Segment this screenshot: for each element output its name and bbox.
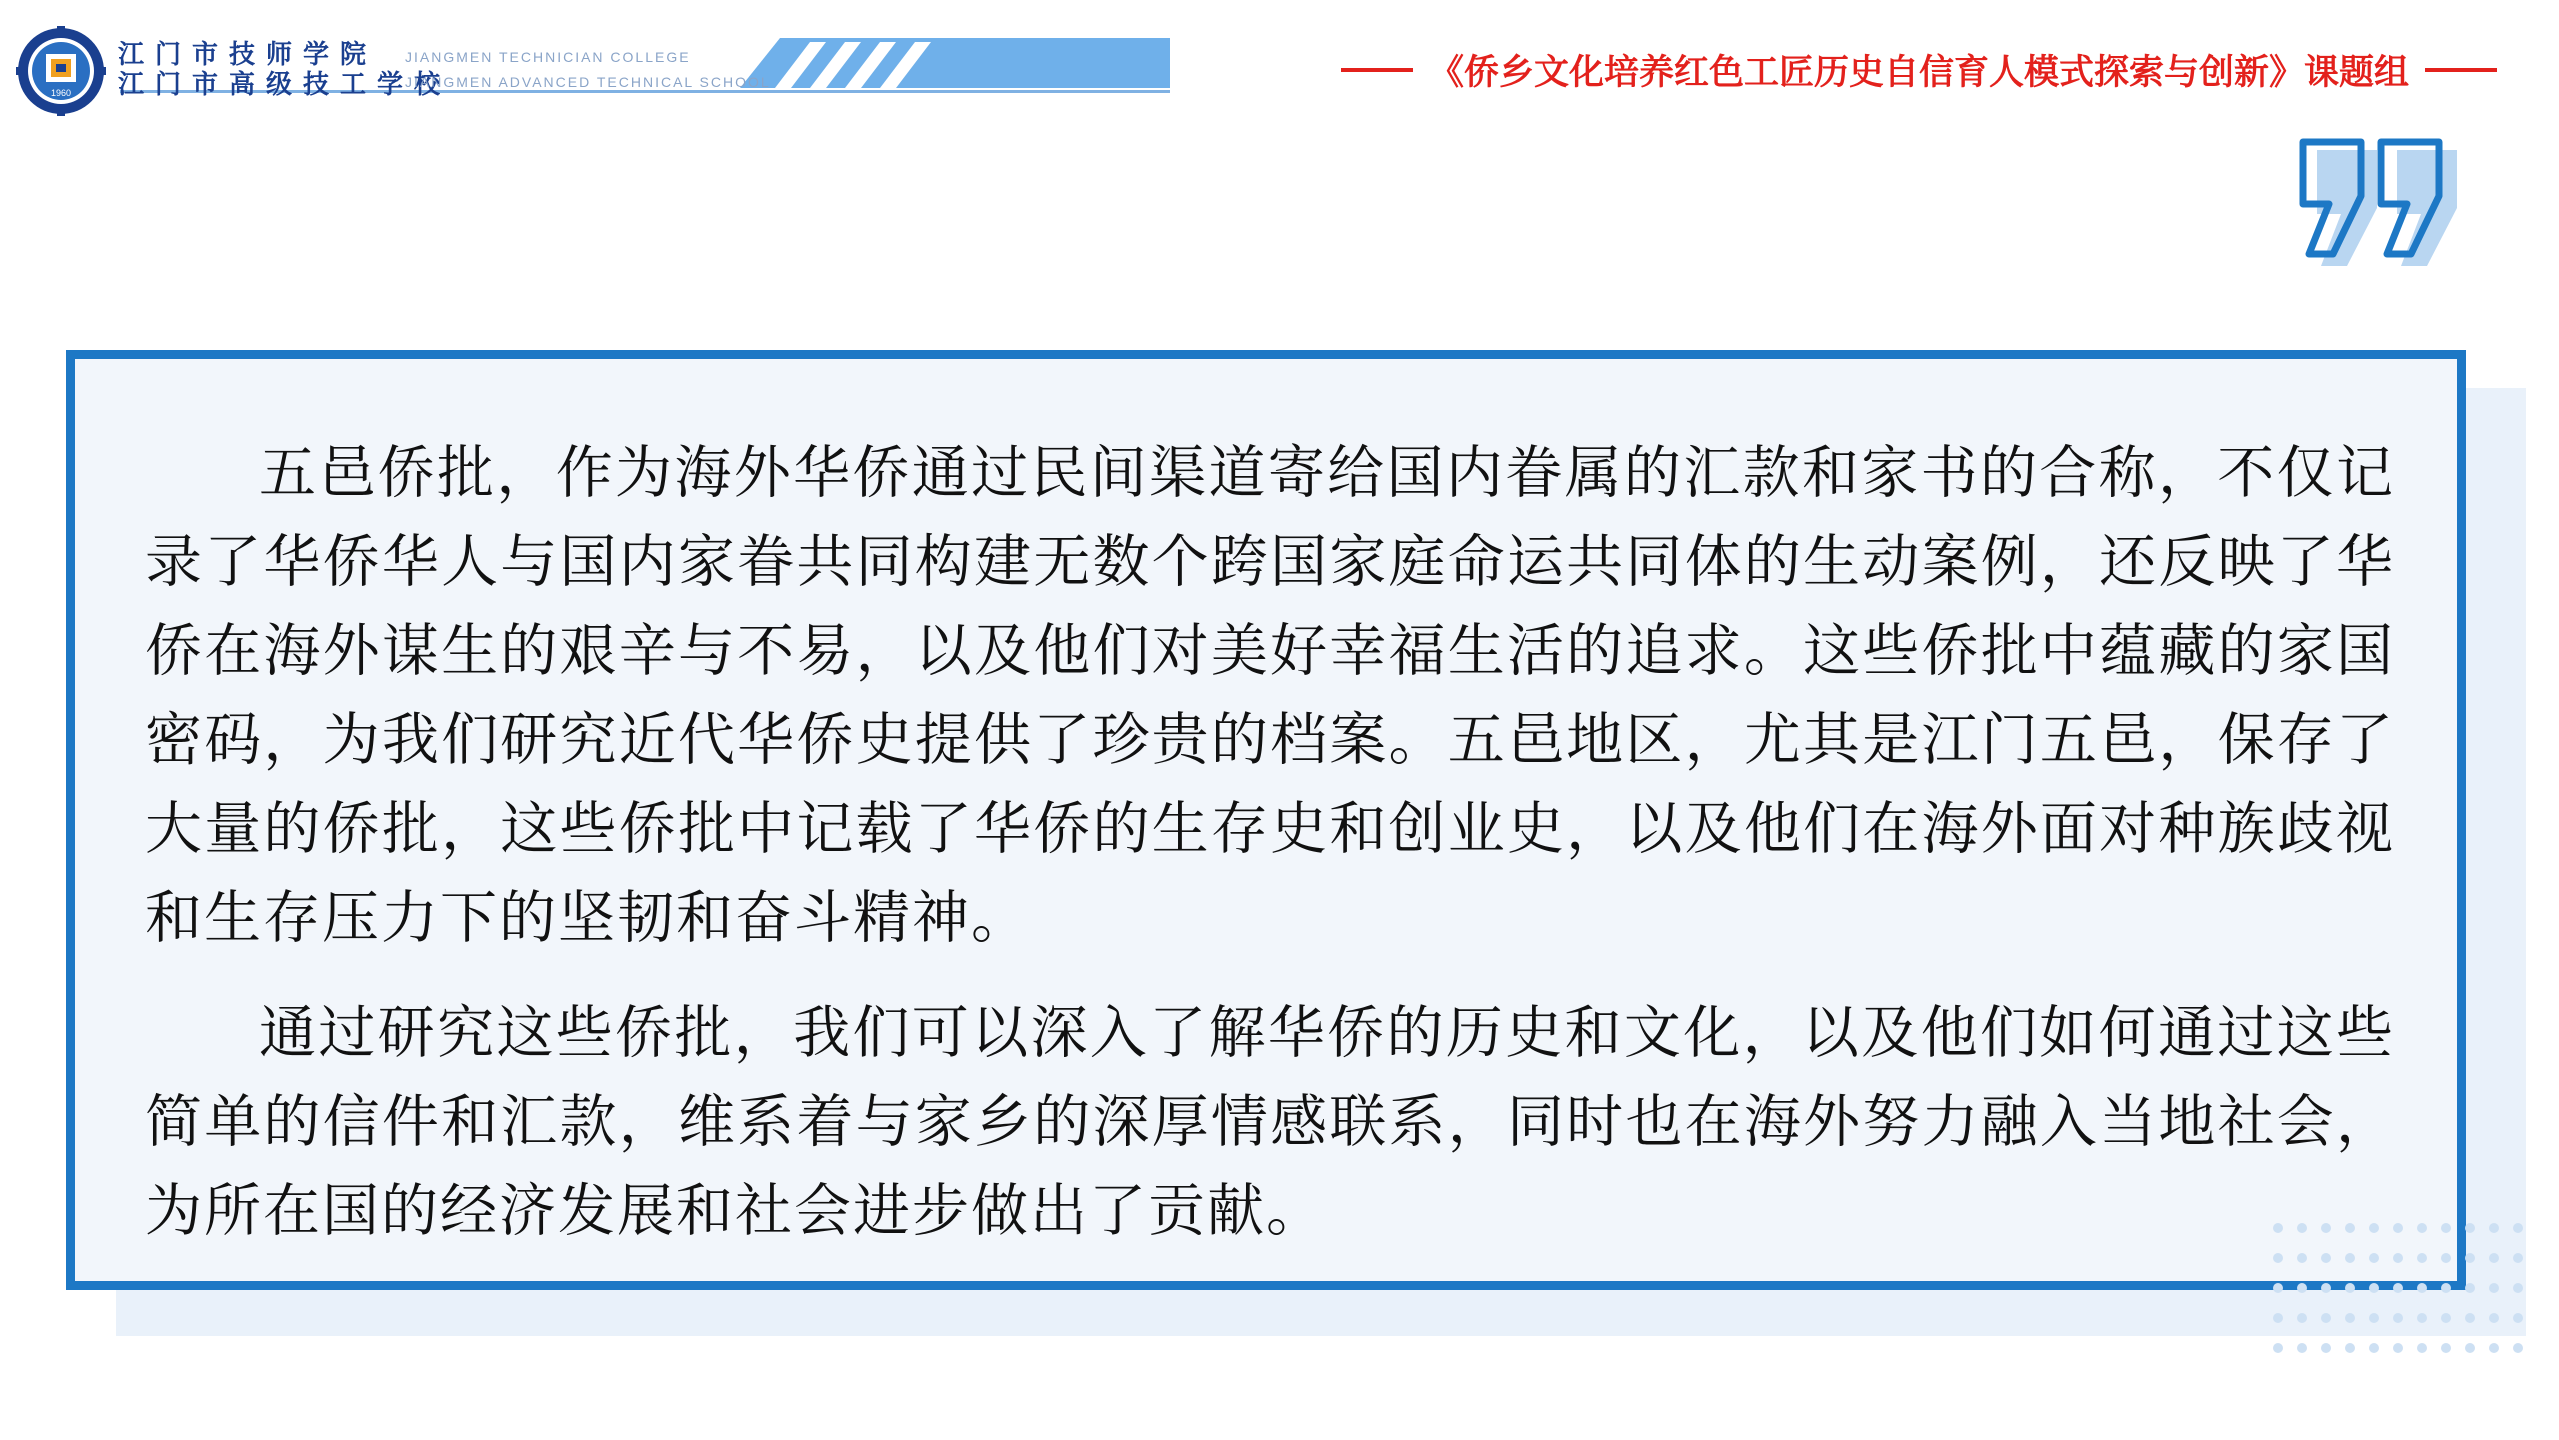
school-name-en-2: JIANGMEN ADVANCED TECHNICAL SCHOOL (405, 74, 771, 90)
topic-title-text: 《侨乡文化培养红色工匠历史自信育人模式探索与创新》课题组 (1428, 53, 2409, 93)
school-emblem-icon (16, 26, 106, 116)
decorative-dot-grid (2270, 1220, 2540, 1368)
topic-title (1341, 48, 2497, 92)
content-text (145, 429, 2395, 1282)
content-box (66, 350, 2466, 1290)
school-name-cn-2: 江门市高级技工学校 (118, 70, 452, 100)
title-dash-left (1341, 68, 1413, 72)
paragraph-1: 五邑侨批，作为海外华侨通过民间渠道寄给国内眷属的汇款和家书的合称，不仅记录了华侨华人与国内家眷共同构建无数个跨国家庭命运共同体的生动案例，还反映了华侨在海外谋生的艰辛与不易，以及他们对美好幸福生活的追求。这些侨批中蕴藏的家国密码，为我们研究近代华侨史提供了珍贵的档案。五邑地区，尤其是江门五邑，保存了大量的侨批，这些侨批中记载了华侨的生存史和创业史，以及他们在海外面对种族歧视和生存压力下的坚韧和奋斗精神。 (145, 440, 2395, 951)
title-dash-right (2425, 68, 2497, 72)
paragraph-2: 通过研究这些侨批，我们可以深入了解华侨的历史和文化，以及他们如何通过这些简单的信件和汇款，维系着与家乡的深厚情感联系，同时也在海外努力融入当地社会，为所在国的经济发展和社会进步做出了贡献。 (145, 1000, 2395, 1244)
logo-year: 1960 (50, 88, 72, 98)
school-name-en-1: JIANGMEN TECHNICIAN COLLEGE (405, 49, 691, 65)
school-name-cn-1: 江门市技师学院 (118, 40, 378, 70)
closing-quote-icon (2295, 138, 2495, 288)
